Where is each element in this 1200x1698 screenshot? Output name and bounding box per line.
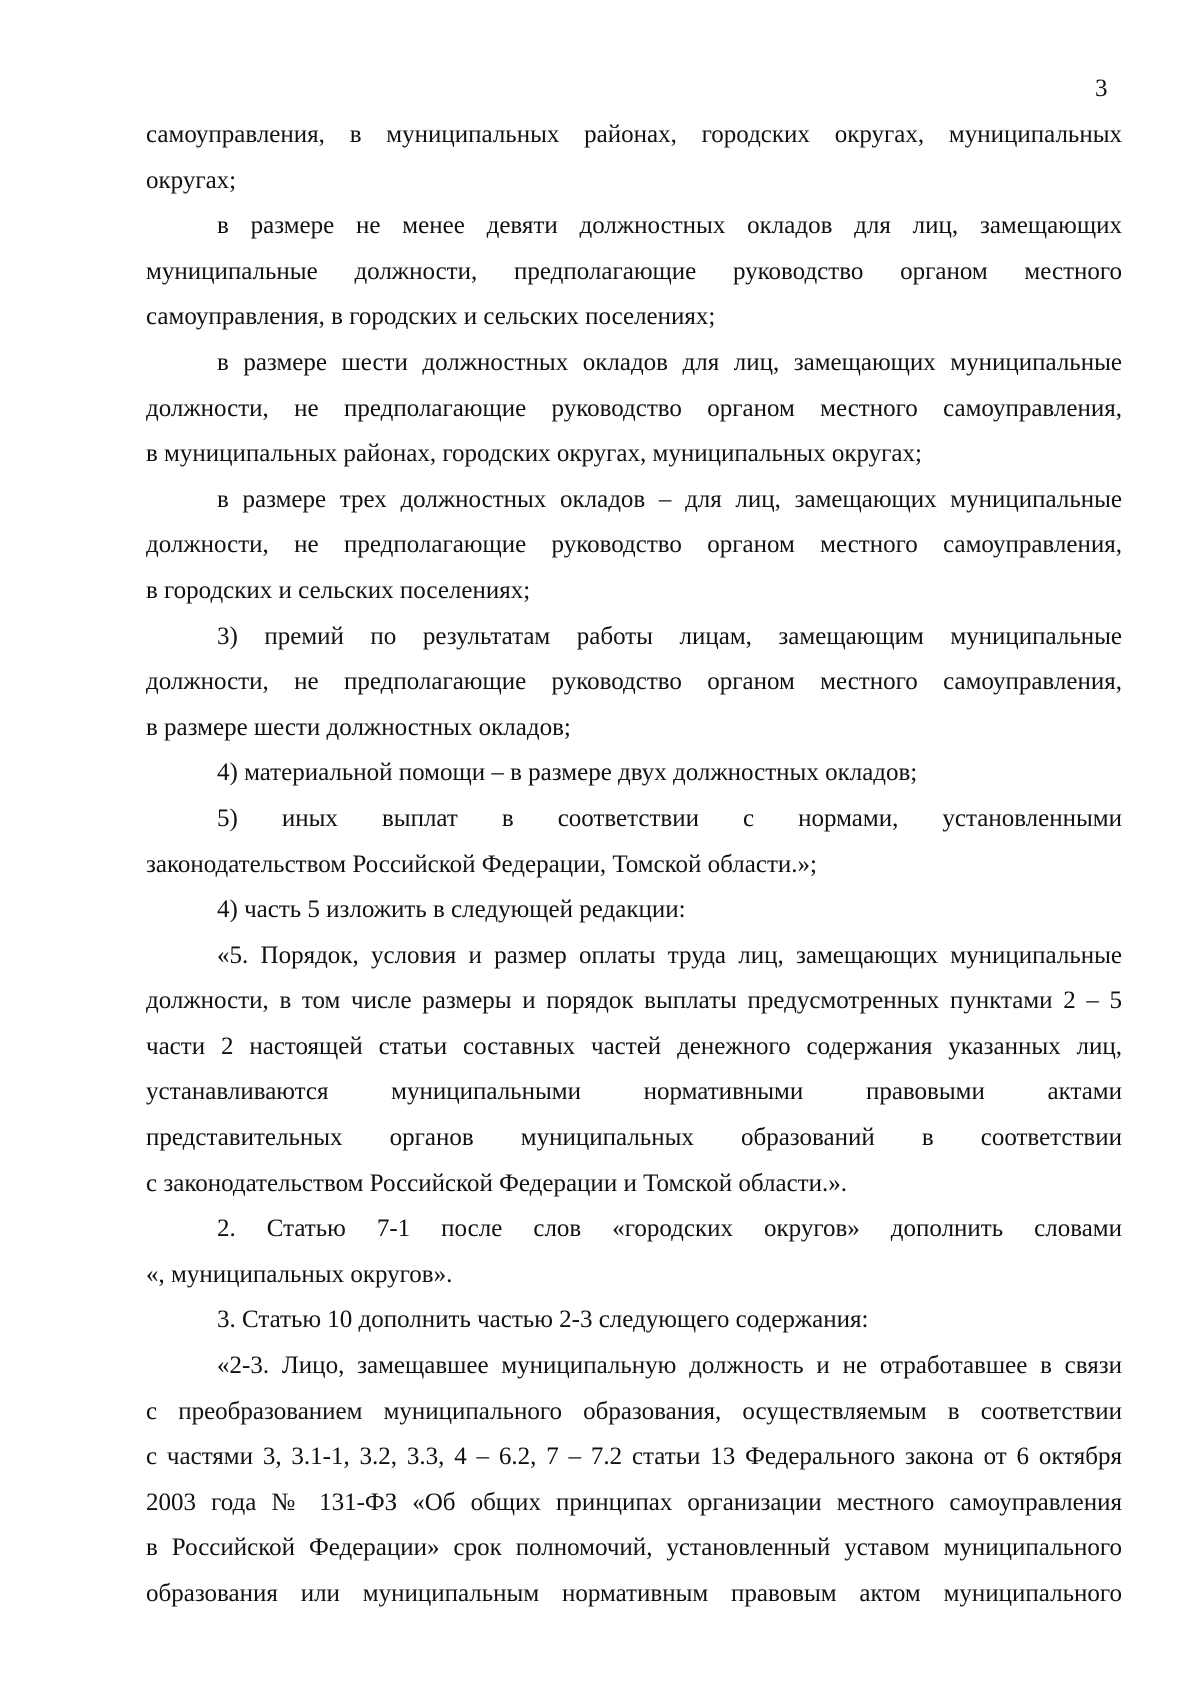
- text-line: самоуправления, в городских и сельских поселениях;: [146, 303, 716, 331]
- text-line: в размере шести должностных окладов;: [146, 713, 571, 741]
- text-line: в размере трех должностных окладов – для лиц, замещающих муниципальные: [217, 485, 1122, 513]
- text-line: с преобразованием муниципального образования, осуществляемым в соответствии: [146, 1397, 1122, 1425]
- text-line: должности, не предполагающие руководство органом местного самоуправления,: [146, 394, 1122, 422]
- text-line: представительных органов муниципальных образований в соответствии: [146, 1124, 1122, 1152]
- text-line: 5) иных выплат в соответствии с нормами, установленными: [217, 804, 1122, 832]
- text-line: 4) материальной помощи – в размере двух должностных окладов;: [217, 759, 918, 787]
- text-line: 3. Статью 10 дополнить частью 2-3 следующего содержания:: [217, 1306, 869, 1334]
- text-line: самоуправления, в муниципальных районах, городских округах, муниципальных: [146, 121, 1122, 148]
- text-line: в городских и сельских поселениях;: [146, 576, 531, 604]
- text-line: в муниципальных районах, городских округах, муниципальных округах;: [146, 440, 922, 468]
- text-line: 3) премий по результатам работы лицам, замещающим муниципальные: [217, 622, 1122, 650]
- text-line: устанавливаются муниципальными нормативными правовыми актами: [146, 1078, 1122, 1106]
- text-line: должности, в том числе размеры и порядок выплаты предусмотренных пунктами 2 – 5: [146, 987, 1122, 1015]
- text-line: должности, не предполагающие руководство органом местного самоуправления,: [146, 531, 1122, 559]
- text-line: в размере не менее девяти должностных окладов для лиц, замещающих: [217, 212, 1122, 240]
- text-line: в Российской Федерации» срок полномочий, установленный уставом муниципального: [146, 1534, 1122, 1562]
- text-line: «5. Порядок, условия и размер оплаты труда лиц, замещающих муниципальные: [217, 941, 1122, 969]
- text-line: части 2 настоящей статьи составных частей денежного содержания указанных лиц,: [146, 1032, 1122, 1060]
- text-line: муниципальные должности, предполагающие руководство органом местного: [146, 257, 1122, 285]
- text-line: с законодательством Российской Федерации и Томской области.».: [146, 1169, 847, 1197]
- text-line: законодательством Российской Федерации, Томской области.»;: [146, 850, 817, 878]
- text-line: 2. Статью 7-1 после слов «городских округов» дополнить словами: [217, 1215, 1122, 1243]
- text-line: «2-3. Лицо, замещавшее муниципальную должность и не отработавшее в связи: [217, 1352, 1122, 1380]
- text-line: с частями 3, 3.1-1, 3.2, 3.3, 4 – 6.2, 7 – 7.2 статьи 13 Федерального закона от 6 октября: [146, 1443, 1122, 1471]
- text-line: 2003 года № 131-ФЗ «Об общих принципах организации местного самоуправления: [146, 1488, 1122, 1516]
- page-number: 3: [1095, 75, 1108, 102]
- text-line: «, муниципальных округов».: [146, 1260, 453, 1288]
- text-line: должности, не предполагающие руководство органом местного самоуправления,: [146, 668, 1122, 696]
- text-line: округах;: [146, 166, 237, 194]
- text-line: образования или муниципальным нормативным правовым актом муниципального: [146, 1580, 1122, 1607]
- text-line: в размере шести должностных окладов для лиц, замещающих муниципальные: [217, 348, 1122, 376]
- document-body: [146, 112, 1122, 1617]
- text-line: 4) часть 5 изложить в следующей редакции:: [217, 896, 686, 924]
